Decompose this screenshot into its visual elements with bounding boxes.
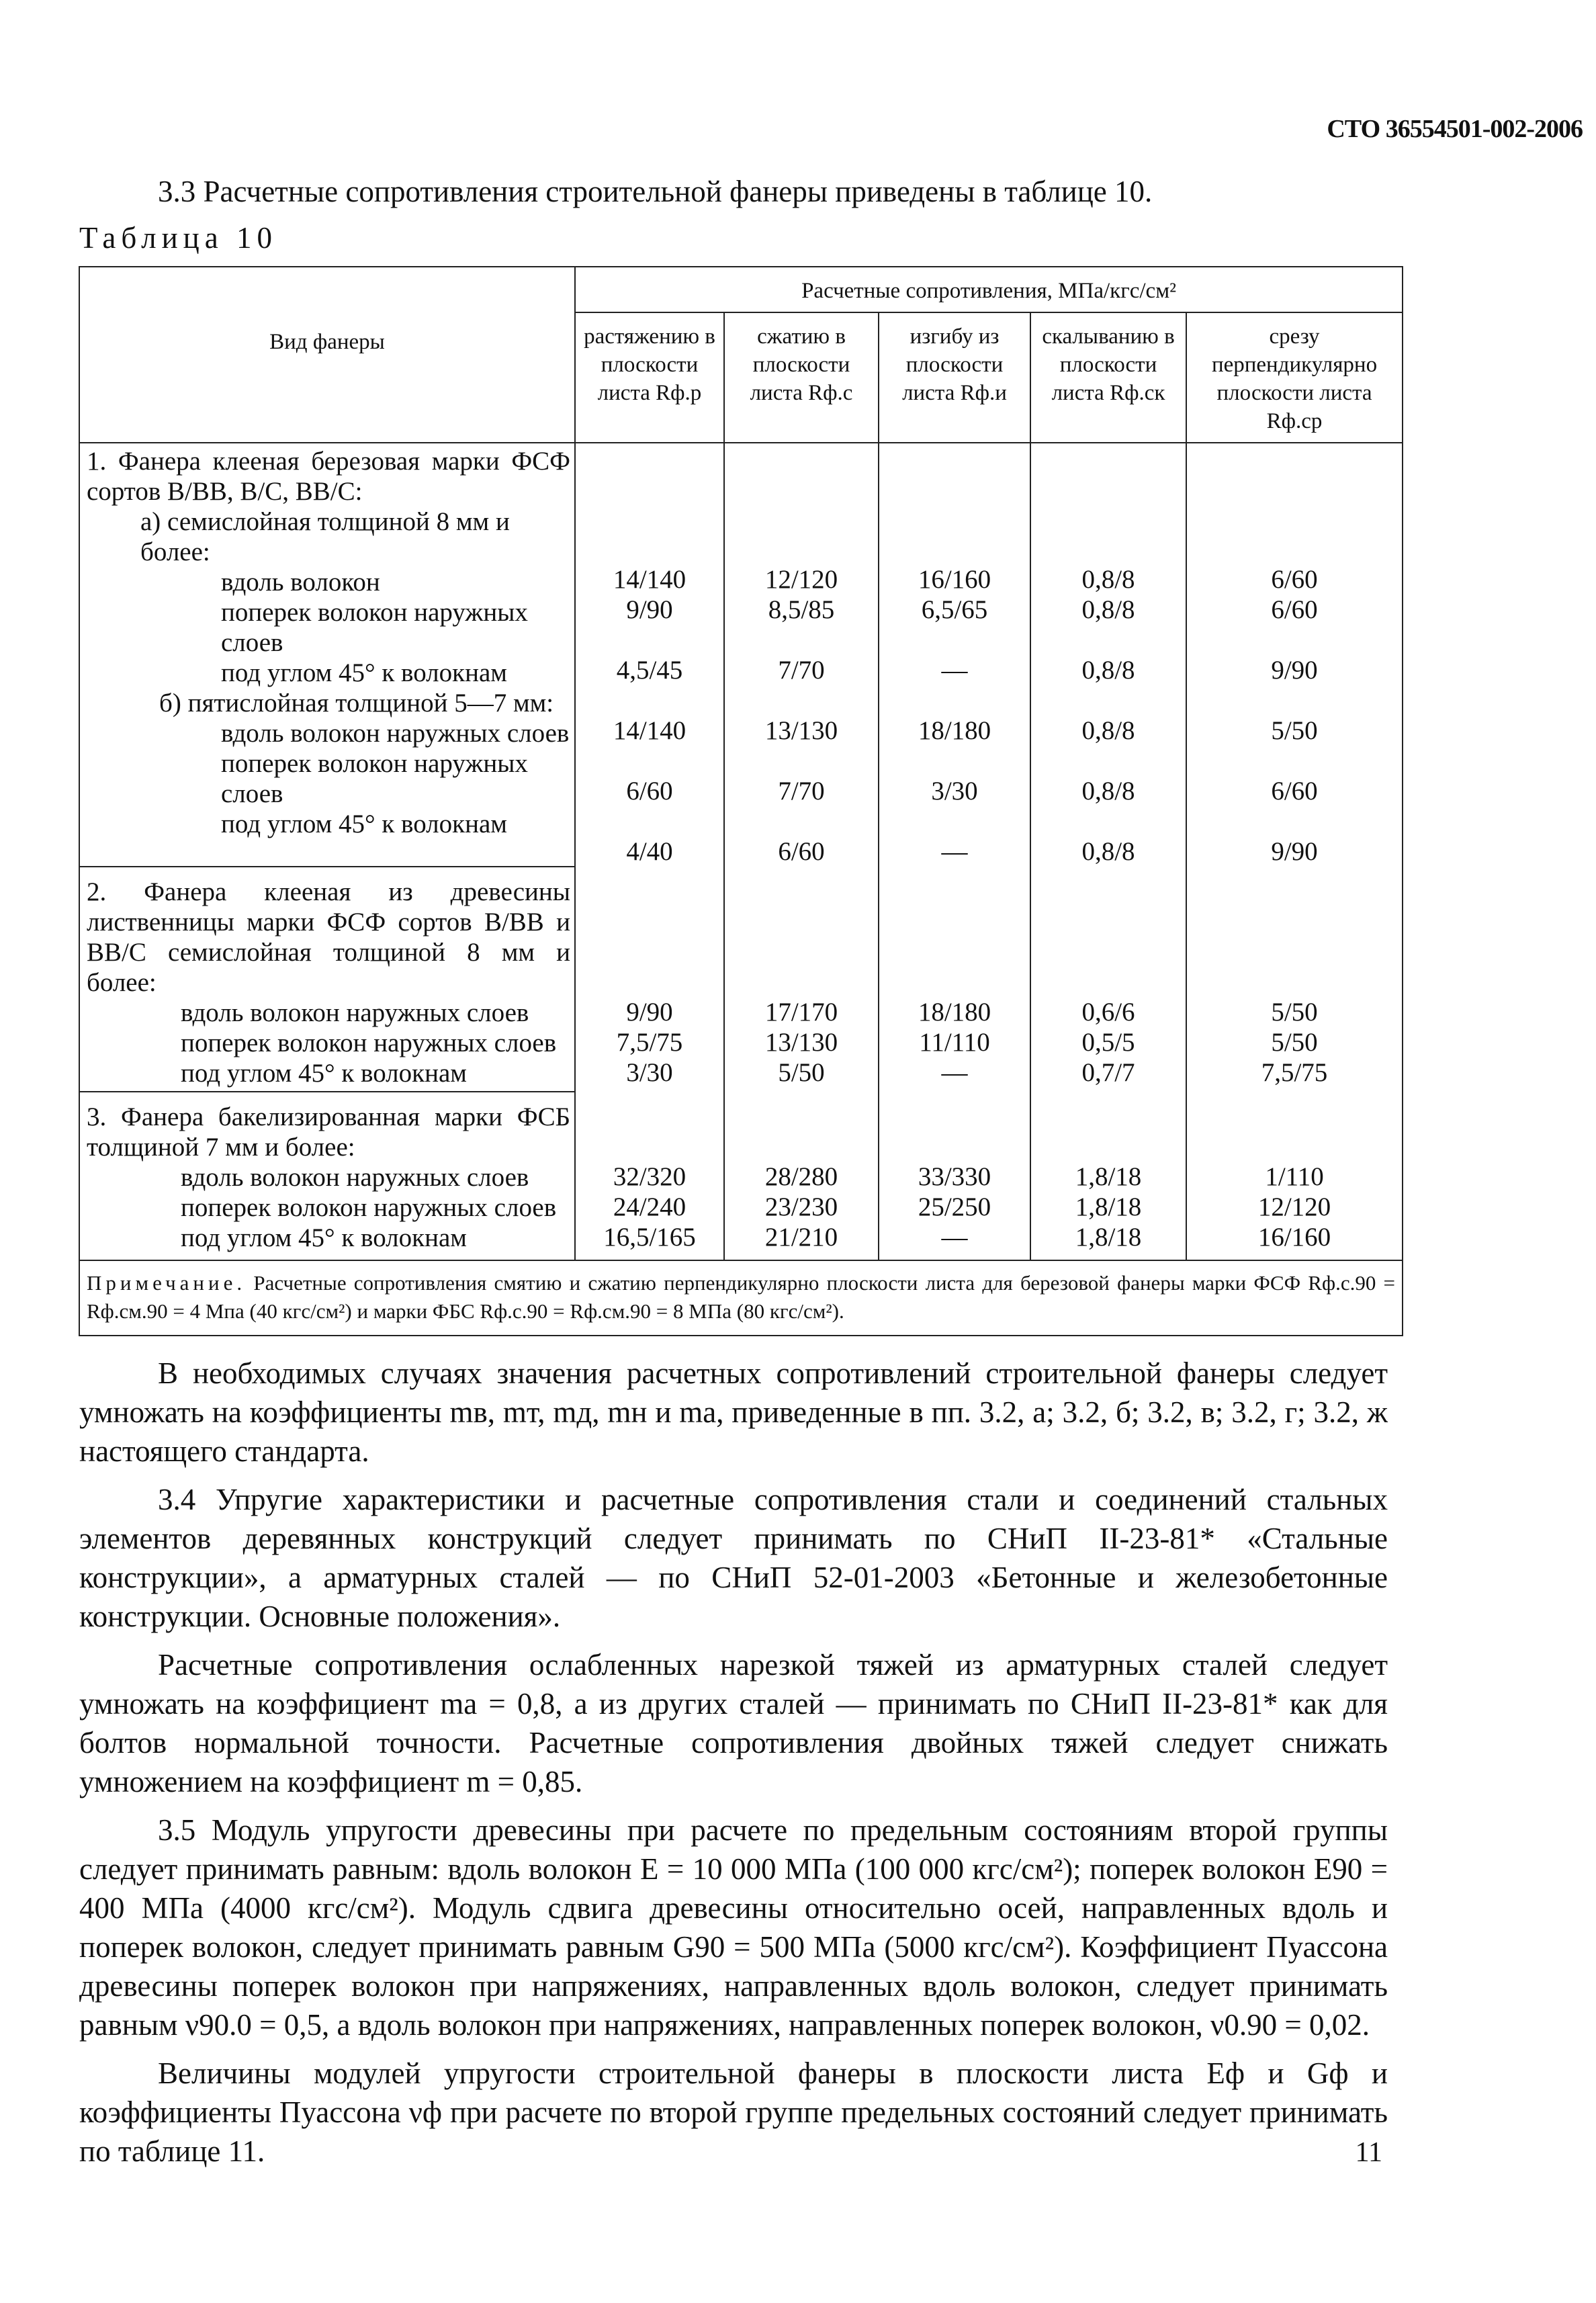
table-cell: 1/110	[1265, 1162, 1324, 1191]
group-title: 3. Фанера бакелизированная марки ФСБ толщиной 7 мм и более:	[87, 1102, 570, 1162]
header-col-tension: растяжению в плоскости листа Rф.р	[575, 312, 724, 443]
table-cell: 4/40	[626, 837, 673, 866]
table-cell: 6,5/65	[921, 595, 988, 624]
table-cell: —	[941, 656, 968, 685]
paragraph-3-4: 3.4 Упругие характеристики и расчетные сопротивления стали и соединений стальных элементов деревянных конструкций следует принимать по СНиП II-23-81* «Стальные конструкции», а арматурных сталей — по СНиП 52-01-2003 «Бетонные и железобетонные конструкции. Основные положения».	[79, 1483, 1388, 1633]
table-cell: 12/120	[764, 565, 838, 594]
table-note	[79, 1260, 1403, 1336]
paragraph-coefficients: В необходимых случаях значения расчетных сопротивлений строительной фанеры следует умножать на коэффициенты mв, mт, mд, mн и mа, приведенные в пп. 3.2, а; 3.2, б; 3.2, в; 3.2, г; 3.2, ж настоящего стандарта.	[79, 1356, 1388, 1468]
table-cell: 0,8/8	[1081, 595, 1135, 624]
row-label: вдоль волокон наружных слоев	[181, 998, 529, 1027]
table-cell: 13/130	[764, 1028, 838, 1057]
row-label: вдоль волокон	[221, 568, 380, 597]
header-col-bending: изгибу из плоскости листа Rф.и	[879, 312, 1030, 443]
paragraph-rods: Расчетные сопротивления ослабленных нарезкой тяжей из арматурных сталей следует умножать на коэффициент mа = 0,8, а из других сталей — принимать по СНиП II-23-81* как для болтов нормальной точности. Расчетные сопротивления двойных тяжей следует снижать умножением на коэффициент m = 0,85.	[79, 1648, 1388, 1798]
table-cell: 16/160	[1257, 1223, 1331, 1252]
table-cell: 12/120	[1257, 1192, 1331, 1221]
table-cell: 17/170	[764, 998, 838, 1027]
table-cell: 6/60	[778, 837, 825, 866]
group-title: 1. Фанера клееная березовая марки ФСФ сортов В/ВВ, В/С, ВВ/С:	[87, 447, 570, 506]
values-col-1	[575, 443, 724, 867]
group-1	[79, 443, 1403, 867]
values-col-3	[879, 443, 1030, 867]
table-cell: 33/330	[918, 1162, 991, 1191]
header-col-compression: сжатию в плоскости листа Rф.с	[724, 312, 879, 443]
table-cell: 9/90	[626, 998, 673, 1027]
note-text: Расчетные сопротивления смятию и сжатию перпендикулярно плоскости листа для березовой фанеры марки ФСФ Rф.с.90 = Rф.см.90 = 4 Мпа (40 кгс/см²) и марки ФБС Rф.с.90 = Rф.см.90 = 8 МПа (80 кгс/см²).	[87, 1271, 1396, 1323]
table-cell: 3/30	[931, 777, 978, 806]
intro-paragraph: 3.3 Расчетные сопротивления строительной фанеры приведены в таблице 10.	[158, 175, 1153, 208]
header-kind: Вид фанеры	[79, 267, 575, 443]
table-cell: 16/160	[918, 565, 991, 594]
table-cell: 6/60	[1271, 595, 1318, 624]
table-cell: 14/140	[613, 565, 686, 594]
table-cell: —	[941, 837, 968, 866]
page-number: 11	[1355, 2137, 1382, 2168]
table-cell: 18/180	[918, 716, 991, 745]
table-cell: 9/90	[1271, 837, 1318, 866]
table-cell: 0,7/7	[1081, 1058, 1135, 1087]
note-label: Примечание.	[87, 1271, 247, 1295]
table-cell: 3/30	[626, 1058, 673, 1087]
table-cell: 0,8/8	[1081, 565, 1135, 594]
table-cell: 23/230	[764, 1192, 838, 1221]
row-label: под углом 45° к волокнам	[181, 1059, 467, 1088]
table-caption: Таблица 10	[79, 221, 277, 255]
subgroup-title: б) пятислойная толщиной 5—7 мм:	[159, 689, 554, 718]
group-2	[79, 867, 1403, 1092]
table-cell: 16,5/165	[603, 1223, 696, 1252]
row-label: поперек волокон наружных слоев	[221, 749, 528, 808]
document-code: СТО 36554501-002-2006	[1327, 115, 1583, 143]
table-cell: 0,6/6	[1081, 998, 1135, 1027]
row-label: поперек волокон наружных слоев	[181, 1193, 557, 1222]
table-cell: 0,8/8	[1081, 656, 1135, 685]
table-cell: 5/50	[1271, 1028, 1318, 1057]
table-cell: 5/50	[778, 1058, 825, 1087]
table-cell: —	[941, 1223, 968, 1252]
table-cell: 7/70	[778, 656, 825, 685]
table-cell: 0,8/8	[1081, 837, 1135, 866]
header-col-shear-plane: скалыванию в плоскости листа Rф.ск	[1030, 312, 1186, 443]
table-cell: 8,5/85	[768, 595, 835, 624]
paragraph-3-5: 3.5 Модуль упругости древесины при расчете по предельным состояниям второй группы следует принимать равным: вдоль волокон E = 10 000 МПа (100 000 кгс/см²); поперек волокон E90 = 400 МПа (4000 кгс/см²). Модуль сдвига древесины относительно осей, направленных вдоль и поперек волокон, следует принимать равным G90 = 500 МПа (5000 кгс/см²). Коэффициент Пуассона древесины поперек волокон при напряжениях, направленных вдоль волокон, следует принимать равным ν90.0 = 0,5, а вдоль волокон при напряжениях, направленных поперек волокон, ν0.90 = 0,02.	[79, 1813, 1388, 2042]
table-cell: 1,8/18	[1075, 1162, 1142, 1191]
row-label: под углом 45° к волокнам	[181, 1223, 467, 1252]
row-label: под углом 45° к волокнам	[221, 658, 507, 687]
table-cell: 7,5/75	[616, 1028, 683, 1057]
table-cell: 9/90	[1271, 656, 1318, 685]
table-cell: 1,8/18	[1075, 1192, 1142, 1221]
resistance-table	[79, 266, 1403, 1336]
table-cell: 9/90	[626, 595, 673, 624]
table-cell: 0,5/5	[1081, 1028, 1135, 1057]
table-cell: 6/60	[1271, 565, 1318, 594]
header-main: Расчетные сопротивления, МПа/кгс/см²	[575, 267, 1403, 312]
table-cell: 21/210	[764, 1223, 838, 1252]
table-cell: 25/250	[918, 1192, 991, 1221]
table-cell: 24/240	[613, 1192, 686, 1221]
values-col-5	[1186, 443, 1403, 867]
row-label: вдоль волокон наружных слоев	[221, 719, 570, 748]
table-cell: 7/70	[778, 777, 825, 806]
row-label: поперек волокон наружных слоев	[221, 598, 528, 657]
table-cell: 6/60	[1271, 777, 1318, 806]
header-col-shear-perp: срезу перпендикулярно плоскости листа Rф.ср	[1186, 312, 1403, 443]
values-col-4	[1030, 443, 1186, 867]
table-cell: 13/130	[764, 716, 838, 745]
table-cell: 18/180	[918, 998, 991, 1027]
table-cell: 6/60	[626, 777, 673, 806]
table-cell: 28/280	[764, 1162, 838, 1191]
table-cell: —	[941, 1058, 968, 1087]
table-cell: 0,8/8	[1081, 716, 1135, 745]
table-cell: 32/320	[613, 1162, 686, 1191]
paragraph-plywood-moduli: Величины модулей упругости строительной фанеры в плоскости листа Eф и Gф и коэффициенты Пуассона νф при расчете по второй группе предельных состояний следует принимать по таблице 11.	[79, 2056, 1388, 2168]
values-col-2	[724, 443, 879, 867]
row-label: поперек волокон наружных слоев	[181, 1029, 557, 1057]
table-cell: 0,8/8	[1081, 777, 1135, 806]
row-label: вдоль волокон наружных слоев	[181, 1163, 529, 1192]
subgroup-title: а) семислойная толщиной 8 мм и более:	[140, 507, 510, 566]
table-cell: 4,5/45	[616, 656, 683, 685]
row-label: под углом 45° к волокнам	[221, 810, 507, 838]
table-cell: 5/50	[1271, 998, 1318, 1027]
table-cell: 5/50	[1271, 716, 1318, 745]
table-cell: 7,5/75	[1261, 1058, 1328, 1087]
table-cell: 14/140	[613, 716, 686, 745]
group-3	[79, 1092, 1403, 1260]
table-cell: 1,8/18	[1075, 1223, 1142, 1252]
group-title: 2. Фанера клееная из древесины лиственницы марки ФСФ сортов В/ВВ и ВВ/С семислойная толщиной 8 мм и более:	[87, 877, 570, 997]
table-cell: 11/110	[919, 1028, 990, 1057]
